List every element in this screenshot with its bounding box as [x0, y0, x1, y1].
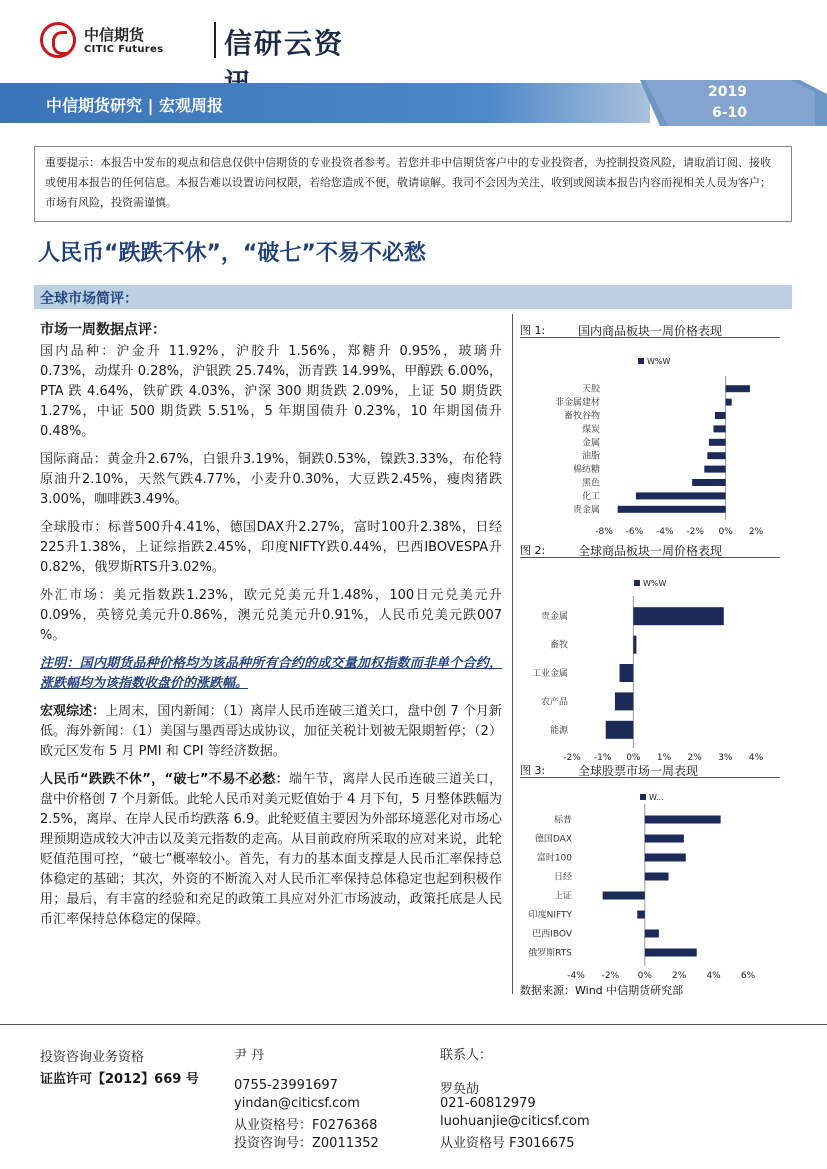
chart-1-tick-label: -6% [625, 527, 644, 537]
chart-1-tick-label: -4% [656, 527, 674, 537]
paragraph-fx: 外汇市场：美元指数跌1.23%，欧元兑美元升1.48%，100日元兑美元升0.09%，英镑兑美元升0.86%，澳元兑美元升0.91%，人民币兑美元跌007 %。 [40, 588, 502, 643]
paragraph-rmb [40, 770, 502, 930]
contact-email[interactable]: luohuanjie@citicsf.com [440, 1114, 590, 1129]
contact-name: 罗奂劼 [440, 1082, 480, 1097]
rmb-lead: 人民币“跌跌不休”，“破七”不易不必愁： [40, 772, 289, 787]
figure-3-caption [520, 762, 780, 778]
chart-2-tick-label: -1% [593, 753, 612, 763]
chart-3-legend-label: W... [649, 793, 664, 802]
figure-1-caption [520, 322, 780, 338]
figure-2-number: 图 2: [520, 544, 546, 557]
chart-2-bar [620, 664, 634, 682]
chart-2-category-label: 贵金属 [540, 612, 568, 623]
author-phone: 0755-23991697 [234, 1078, 338, 1093]
chart-2-category-label: 工业金属 [531, 669, 568, 679]
column-divider [512, 314, 513, 994]
chart-2-bar [615, 692, 633, 710]
section-heading: 全球市场简评： [34, 285, 792, 309]
chart-2-category-label: 畜牧 [549, 640, 568, 651]
chart-3-category-label: 巴西IBOV [532, 929, 572, 940]
figure-2-title: 全球商品板块一周价格表现 [578, 544, 723, 558]
paragraph-macro [40, 702, 502, 762]
disclaimer-notice: 重要提示：本报告中发布的观点和信息仅供中信期货的专业投资者参考。若您并非中信期货客户中的专业投资者，为控制投资风险，请取消订阅、接收或使用本报告的任何信息。本报告难以设置访问权限，若给您造成不便，敬请谅解。我司不会因为关注、收到或阅读本报告内容而视相关人员为客户；市场有风险，投资需谨慎。 [34, 146, 792, 222]
chart-2-tick-label: 1% [656, 753, 672, 763]
chart-1-bar [636, 492, 726, 499]
author-cert: 从业资格号：F0276368 [234, 1118, 378, 1133]
chart-1-category-label: 化工 [581, 491, 600, 502]
report-year: 2019 [708, 84, 747, 100]
chart-1-bar [618, 506, 726, 513]
chart-3-category-label: 德国DAX [534, 834, 572, 845]
chart-1-category-label: 煤炭 [581, 424, 600, 435]
chart-3-bar [645, 835, 684, 843]
figure-2-caption [520, 542, 780, 558]
contact-label: 联系人： [440, 1048, 493, 1063]
report-date: 6-10 [712, 105, 748, 121]
chart-1-category-label: 棉纺糖 [572, 465, 600, 476]
chart-2-tick-label: 3% [718, 753, 733, 763]
logo-cn-text: 中信期货 [84, 26, 145, 44]
contact-phone: 021-60812979 [440, 1096, 536, 1111]
chart-1-svg [520, 338, 780, 558]
chart-1-category-label: 非金属建材 [554, 398, 600, 409]
author-email[interactable]: yindan@citicsf.com [234, 1096, 360, 1111]
contact-cert: 从业资格号 F3016675 [440, 1136, 575, 1151]
chart-3-legend-swatch [640, 794, 646, 800]
chart-1-tick-label: 2% [748, 527, 764, 537]
chart-1-bar [715, 412, 726, 419]
logo-divider [214, 22, 216, 58]
paragraph-global-stocks: 全球股市：标普500升4.41%，德国DAX升2.27%，富时100升2.38%，日经225升1.38%，上证综指跌2.45%，印度NIFTY跌0.44%，巴西IBOVESPA升0.82%，俄罗斯RTS升3.02%。 [40, 520, 502, 575]
figure-2 [520, 542, 780, 774]
chart-3-tick-label: 6% [740, 971, 756, 981]
chart-2-tick-label: -2% [563, 753, 581, 763]
chart-2-tick-label: 0% [626, 753, 641, 763]
chart-1-bar [726, 385, 750, 392]
figure-1-title: 国内商品板块一周价格表现 [578, 324, 723, 338]
data-source: 数据来源：Wind 中信期货研究部 [520, 984, 684, 997]
main-text-column [40, 320, 502, 938]
chart-3-tick-label: -2% [601, 971, 620, 981]
chart-1-category-label: 畜牧谷物 [563, 411, 600, 422]
macro-text: 上周末，国内新闻：（1）离岸人民币连破三道关口，盘中创 7 个月新低。海外新闻：（1）美国与墨西哥达成协议，加征关税计划被无限期暂停；（2）欧元区发布 5 月 PMI 和 CPI 等经济数据。 [40, 704, 502, 759]
chart-3-tick-label: 0% [637, 971, 652, 981]
figure-3 [520, 762, 780, 994]
rmb-text: 端午节，离岸人民币连破三道关口，盘中价格创 7 个月新低。此轮人民币对美元贬值始于 4 月下旬，5 月整体跌幅为 2.5%，离岸、在岸人民币均跌落 6.9。此轮贬值主要因为外部环境恶化对市场心理预期造成较大冲击以及美元指数的走高。从目前政府所采取的应对来说，此轮贬值范围可控，“破七”概率较小。首先，有力的基本面支撑是人民币汇率保持总体稳定的基础；其次，外资的不断流入对人民币汇率保持总体稳定也起到积极作用；最后，有丰富的经验和充足的政策工具应对外汇市场波动，政策托底是人民币汇率保持总体稳定的保障。 [40, 772, 502, 927]
chart-1-legend-label: W%W [647, 357, 671, 366]
chart-1-legend-swatch [638, 358, 644, 364]
chart-3-tick-label: 4% [706, 971, 721, 981]
citic-logo [40, 22, 360, 62]
footer-divider [0, 1024, 827, 1025]
chart-1-bar [726, 399, 732, 406]
chart-3-category-label: 俄罗斯RTS [528, 948, 572, 959]
chart-3-bar [645, 816, 721, 824]
chart-3-tick-label: -4% [567, 971, 585, 981]
chart-2-category-label: 能源 [549, 725, 568, 736]
qualification-line-2: 证监许可【2012】669 号 [40, 1072, 199, 1087]
chart-3-bar [637, 911, 645, 919]
chart-1-category-label: 金属 [581, 438, 600, 449]
band-title: 中信期货研究 | 宏观周报 [46, 96, 223, 115]
chart-3-bar [645, 854, 686, 862]
report-band [0, 80, 827, 126]
paragraph-intl-commodities: 国际商品：黄金升2.67%，白银升3.19%，铜跌0.53%，镍跌3.33%，布伦特原油升2.10%，天然气跌4.77%，小麦升0.30%，大豆跌2.45%，瘦肉猪跌3.00%，咖啡跌3.49%。 [40, 452, 502, 507]
chart-2-bar [633, 607, 723, 625]
chart-1-bar [713, 425, 725, 432]
subheading-market-review: 市场一周数据点评： [40, 322, 166, 338]
figure-1 [520, 322, 780, 562]
chart-3-category-label: 印度NIFTY [528, 910, 572, 921]
chart-2-legend-swatch [634, 580, 640, 586]
macro-lead: 宏观综述： [40, 704, 106, 719]
figure-3-title: 全球股票市场一周表现 [578, 764, 699, 778]
figure-1-number: 图 1: [520, 324, 546, 337]
chart-1-bar [707, 452, 725, 459]
chart-1-tick-label: -2% [686, 527, 704, 537]
chart-3-bar [645, 949, 697, 957]
chart-1-category-label: 油脂 [581, 451, 600, 462]
chart-2-tick-label: 4% [748, 753, 764, 763]
chart-2-legend-label: W%W [643, 579, 667, 588]
chart-3-tick-label: 2% [672, 971, 687, 981]
chart-3-category-label: 日经 [553, 872, 572, 883]
brand-title: 信研云资 [224, 27, 345, 60]
chart-2-tick-label: 2% [687, 753, 702, 763]
chart-3-category-label: 标普 [553, 815, 572, 826]
chart-1-bar [704, 466, 725, 473]
author-advisory-cert: 投资咨询号：Z0011352 [234, 1136, 379, 1151]
chart-2-svg [520, 558, 780, 770]
chart-3-bar [645, 930, 659, 938]
chart-1-bar [692, 479, 725, 486]
qualification-line-1: 投资咨询业务资格 [40, 1050, 145, 1065]
citic-logo-icon [40, 22, 76, 58]
chart-2-bar [606, 721, 634, 739]
page-title: 人民币“跌跌不休”，“破七”不易不必愁 [38, 241, 426, 266]
chart-1-bar [709, 439, 726, 446]
logo-en-text: CITIC Futures [84, 44, 164, 55]
author-name: 尹 丹 [234, 1048, 265, 1063]
chart-1-category-label: 天胶 [581, 384, 600, 395]
chart-3-bar [603, 892, 645, 900]
chart-3-category-label: 上证 [553, 891, 572, 902]
chart-3-bar [645, 873, 669, 881]
chart-1-tick-label: 0% [718, 527, 733, 537]
chart-2-category-label: 农产品 [540, 697, 568, 708]
paragraph-note: 注明：国内期货品种价格均为该品种所有合约的成交量加权指数而非单个合约，涨跌幅均为该指数收盘价的涨跌幅。 [40, 656, 502, 691]
paragraph-domestic: 国内品种：沪金升 11.92%，沪胶升 1.56%，郑糖升 0.95%，玻璃升 0.73%，动煤升 0.28%，沪银跌 25.74%，沥青跌 14.99%，甲醇跌 6.00%，PTA 跌 4.64%，铁矿跌 4.03%，沪深 300 期货跌 2.09%，上证 50 期货跌 1.27%，中证 500 期货跌 5.51%，5 年期国债升 0.23%，10 年期国债升 0.48%。 [40, 344, 502, 439]
chart-3-svg [520, 778, 780, 990]
chart-1-tick-label: -8% [595, 527, 613, 537]
chart-2-bar [633, 636, 636, 654]
chart-1-category-label: 贵金属 [572, 505, 600, 516]
chart-3-category-label: 富时100 [536, 853, 572, 864]
figure-3-number: 图 3: [520, 764, 546, 777]
chart-1-category-label: 黑色 [581, 478, 600, 489]
